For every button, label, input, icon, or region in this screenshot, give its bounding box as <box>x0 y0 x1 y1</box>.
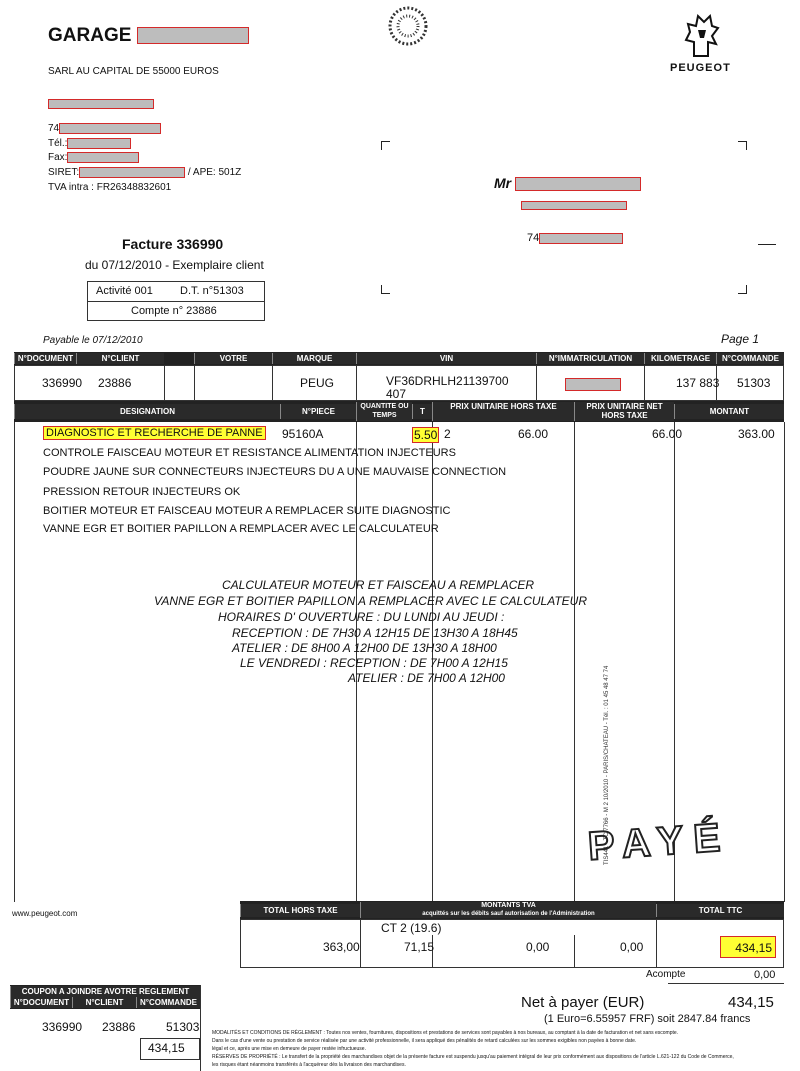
vehicle-client: 23886 <box>98 376 132 390</box>
header-commande: N°COMMANDE <box>716 353 784 364</box>
garage-fax: Fax: <box>48 152 139 163</box>
website: www.peugeot.com <box>12 909 78 918</box>
totals-ct: CT 2 (19.6) <box>381 921 442 935</box>
note-line: VANNE EGR ET BOITIER PAPILLON A REMPLACER AVEC LE CALCULATEUR <box>154 594 588 608</box>
dash-mark <box>758 244 776 245</box>
client-street <box>521 197 627 215</box>
header-montant: MONTANT <box>674 404 784 419</box>
garage-name: GARAGE <box>48 25 249 47</box>
note-line: ATELIER : DE 7H00 A 12H00 <box>348 671 505 685</box>
net-conversion: (1 Euro=6.55957 FRF) soit 2847.84 francs <box>544 1013 751 1025</box>
item-unit-price: 66.00 <box>518 427 549 441</box>
brand-name: PEUGEOT <box>670 62 731 74</box>
garage-address: 74 <box>48 123 161 134</box>
header-t: T <box>412 404 432 419</box>
corner-mark <box>738 141 747 150</box>
item-line: POUDRE JAUNE SUR CONNECTEURS INJECTEURS DU A UNE MAUVAISE CONNECTION <box>43 466 507 478</box>
paid-stamp: PAYÉ <box>586 815 732 869</box>
acompte-label: Acompte <box>646 969 686 980</box>
header-client: N°CLIENT <box>76 353 164 364</box>
header-prix-unitaire: PRIX UNITAIRE HORS TAXE <box>432 402 574 421</box>
vehicle-km: 137 883 <box>676 376 720 390</box>
activity-divider <box>87 301 265 302</box>
garage-tel: Tél.: <box>48 138 131 149</box>
item-designation: DIAGNOSTIC ET RECHERCHE DE PANNE <box>43 427 266 439</box>
net-label: Net à payer (EUR) <box>521 994 645 1011</box>
header-immatriculation: N°IMMATRICULATION <box>536 353 644 364</box>
note-line: HORAIRES D' OUVERTURE : DU LUNDI AU JEUDI : <box>218 610 505 624</box>
garage-tva: TVA intra : FR26348832601 <box>48 182 172 193</box>
item-line: PRESSION RETOUR INJECTEURS OK <box>43 486 241 498</box>
compte: Compte n° 23886 <box>131 305 217 317</box>
coupon-document: 336990 <box>42 1020 83 1034</box>
corner-mark <box>738 285 747 294</box>
item-net-price: 66.00 <box>652 427 683 441</box>
totals-tva: 71,15 <box>404 940 435 954</box>
page-number: Page 1 <box>721 332 760 346</box>
invoice-title: Facture 336990 <box>122 236 224 252</box>
header-quantite: QUANTITE OU TEMPS <box>356 402 412 421</box>
garage-siret: SIRET: / APE: 501Z <box>48 167 242 179</box>
vehicle-commande: 51303 <box>737 376 771 390</box>
header-total-ht: TOTAL HORS TAXE <box>240 904 360 917</box>
dt-number: D.T. n°51303 <box>180 285 244 297</box>
header-total-ttc: TOTAL TTC <box>656 904 784 917</box>
item-t: 2 <box>444 427 451 441</box>
corner-mark <box>381 141 390 150</box>
vehicle-marque: PEUG <box>300 376 335 390</box>
vehicle-document: 336990 <box>42 376 83 390</box>
activite: Activité 001 <box>96 285 153 297</box>
item-line: VANNE EGR ET BOITIER PAPILLON A REMPLACER AVEC LE CALCULATEUR <box>43 523 439 535</box>
header-piece: N°PIECE <box>280 404 356 419</box>
redacted-name <box>137 27 249 44</box>
vehicle-vin: VF36DRHLH21139700 <box>386 374 509 388</box>
coupon-client: 23886 <box>102 1020 136 1034</box>
header-vin: VIN <box>356 353 536 364</box>
totals-col4: 0,00 <box>620 940 644 954</box>
coupon-header-commande: N°COMMANDE <box>136 997 200 1008</box>
totals-col3: 0,00 <box>526 940 550 954</box>
header-document: N°DOCUMENT <box>14 353 76 364</box>
header-designation: DESIGNATION <box>14 404 280 419</box>
item-amount: 363.00 <box>738 427 775 441</box>
note-line: ATELIER : DE 8H00 A 12H00 DE 13H30 A 18H00 <box>232 641 497 655</box>
header-marque: MARQUE <box>272 353 356 364</box>
side-print-code: TIS441 - TC 7766 - M 2 10/2010 - PARIS/CHATEAU - Tél. : 01 45 48 47 74 <box>604 665 610 865</box>
payable-date: Payable le 07/12/2010 <box>43 335 143 346</box>
client-name: Mr <box>494 175 641 191</box>
totals-box <box>240 919 784 968</box>
legal-text: MODALITÉS ET CONDITIONS DE RÈGLEMENT : Toutes nos ventes, fournitures, dispositions et prestations de services sont payables à nos bureaux, au comptant à la date de facturation et net sans escompte. Dans le cas d'une vente ou prestation de service réalisée par une activité professionnelle, il sera appliqué des pénalités de retard calculées sur les sommes exigibles non payées à bonne date. légal et ce, après une mise en demeure de payer restée infructueuse. RÉSERVES DE PROPRIÉTÉ : Le transfert de la propriété des marchandises objet de la présente facture est suspendu jusqu'au paiement intégral de leur prix conformément aux dispositions de l'article L.621-122 du Code de Commerce, les risques étant néanmoins transférés à l'acquéreur dès la livraison des marchandises. <box>212 1030 734 1068</box>
header-montants-tva: MONTANTS TVA <box>360 902 656 910</box>
coupon-amount: 434,15 <box>148 1041 185 1055</box>
corner-mark <box>381 285 390 294</box>
header-prix-net: PRIX UNITAIRE NET HORS TAXE <box>574 402 674 421</box>
header-kilometrage: KILOMETRAGE <box>644 353 716 364</box>
redacted-line <box>48 95 154 113</box>
header-votre-commande: VOTRE COMMANDE <box>194 353 272 364</box>
note-line: CALCULATEUR MOTEUR ET FAISCEAU A REMPLACER <box>222 578 535 592</box>
garage-capital: SARL AU CAPITAL DE 55000 EUROS <box>48 66 219 77</box>
coupon-title: COUPON A JOINDRE AVOTRE REGLEMENT <box>10 986 200 997</box>
coupon-header-document: N°DOCUMENT <box>10 997 72 1008</box>
totals-ttc: 434,15 <box>720 936 776 958</box>
client-address: 74 <box>527 232 623 244</box>
redacted-immatriculation <box>565 376 621 394</box>
invoice-date: du 07/12/2010 - Exemplaire client <box>85 258 264 272</box>
peugeot-lion-icon <box>680 12 724 58</box>
item-qty: 5.50 <box>414 428 438 442</box>
scribble-mark <box>378 0 438 52</box>
note-line: LE VENDREDI : RECEPTION : DE 7H00 A 12H15 <box>240 656 508 670</box>
header-tva-sub: acquittés sur les débits sauf autorisation de l'Administration <box>360 910 656 918</box>
totals-ht: 363,00 <box>323 940 360 954</box>
acompte-amount: 0,00 <box>754 969 776 981</box>
vehicle-vin-model: 407 <box>386 387 407 401</box>
net-amount: 434,15 <box>728 994 774 1011</box>
item-piece: 95160A <box>282 427 324 441</box>
item-line: CONTROLE FAISCEAU MOTEUR ET RESISTANCE ALIMENTATION INJECTEURS <box>43 447 456 459</box>
coupon-header-client: N°CLIENT <box>72 997 136 1008</box>
note-line: RECEPTION : DE 7H30 A 12H15 DE 13H30 A 18H45 <box>232 626 518 640</box>
item-line: BOITIER MOTEUR ET FAISCEAU MOTEUR A REMPLACER SUITE DIAGNOSTIC <box>43 505 451 517</box>
coupon-commande: 51303 <box>166 1020 200 1034</box>
